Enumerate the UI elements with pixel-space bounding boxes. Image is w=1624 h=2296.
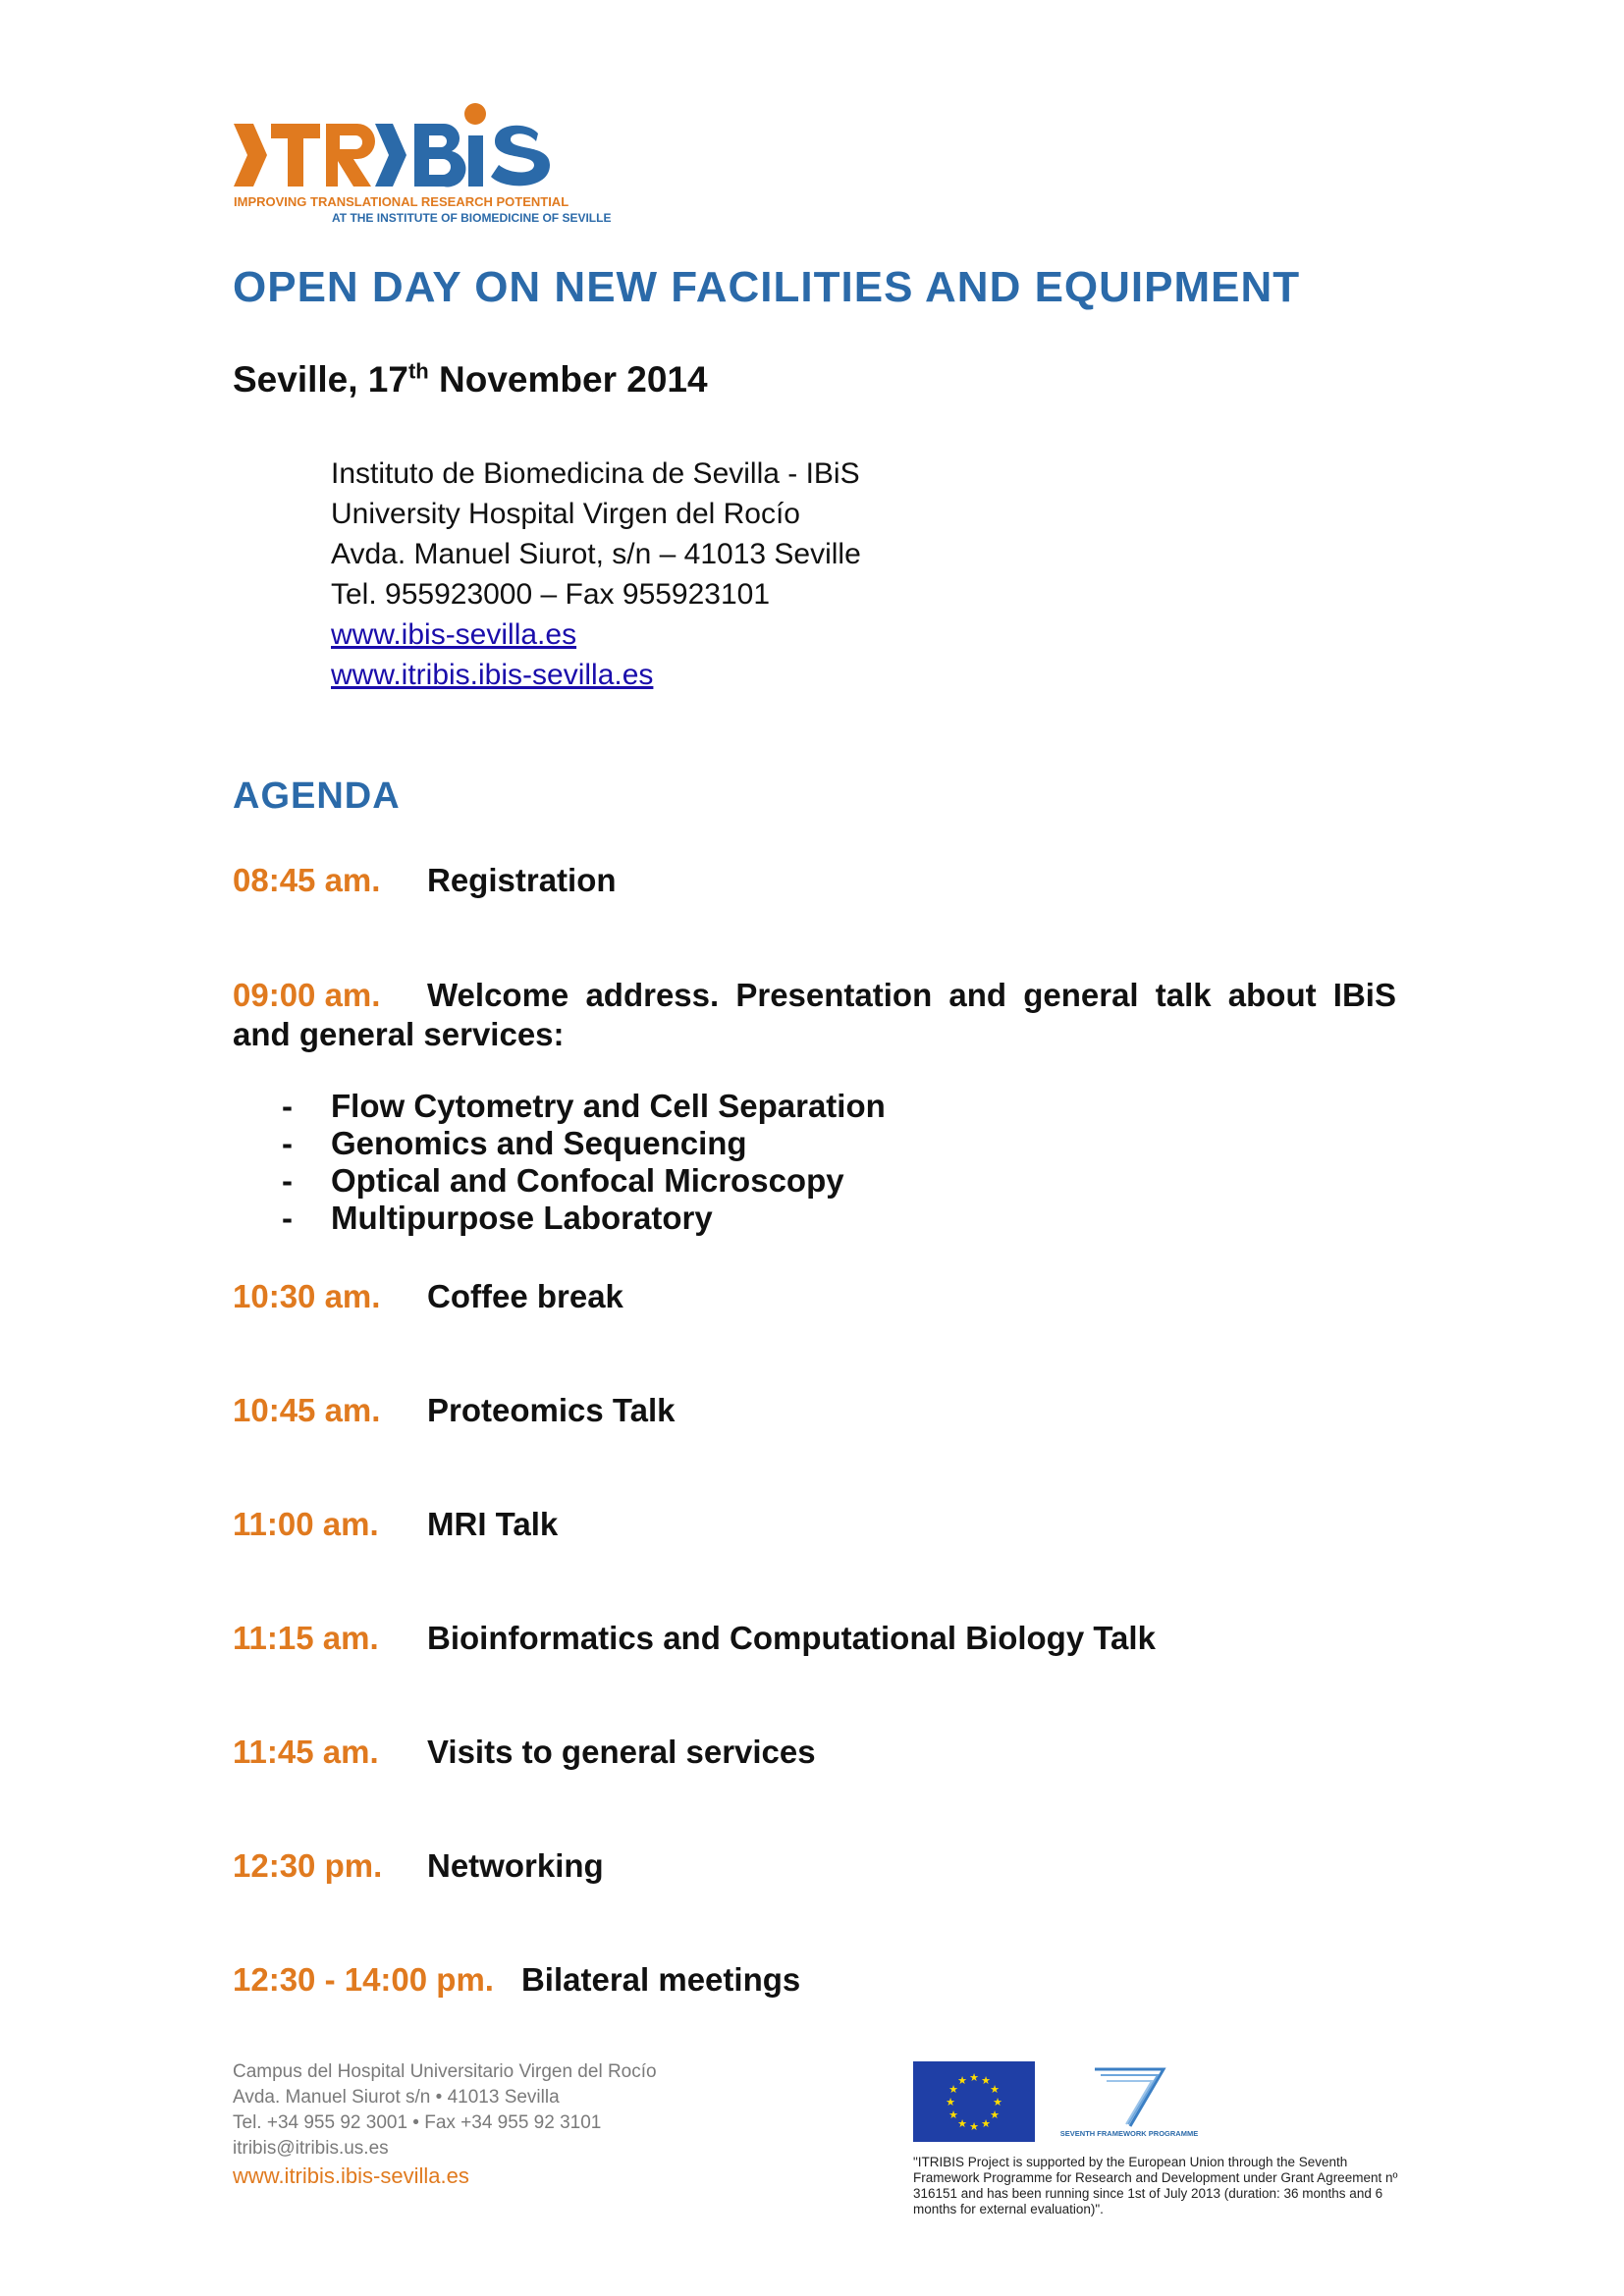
agenda-label: Visits to general services xyxy=(427,1734,816,1770)
fp7-logo xyxy=(1059,2061,1199,2145)
welcome-line-2: and general services: xyxy=(233,1016,565,1052)
address-line: Avda. Manuel Siurot, s/n – 41013 Seville xyxy=(331,538,861,570)
footer-line: Tel. +34 955 92 3001 • Fax +34 955 92 3101 xyxy=(233,2112,602,2133)
agenda-time: 11:15 am. xyxy=(233,1620,379,1656)
welcome-word: address. xyxy=(585,977,720,1013)
agenda-label: Proteomics Talk xyxy=(427,1392,676,1428)
ibis-website-link[interactable]: www.ibis-sevilla.es xyxy=(331,618,577,651)
agenda-label: Registration xyxy=(427,862,617,898)
footer-email: itribis@itribis.us.es xyxy=(233,2138,389,2159)
agenda-item-proteomics xyxy=(233,1392,675,1429)
venue-address xyxy=(331,454,861,695)
funding-disclaimer: "ITRIBIS Project is supported by the European Union through the Seventh Framework Programme for Research and Development under Grant Agreement nº 316151 and has been running since 1st of July 2013 (duration: 36 months and 6 months for external evaluation)". xyxy=(913,2155,1398,2216)
eu-flag-icon xyxy=(913,2061,1035,2142)
list-item: - Optical and Confocal Microscopy xyxy=(282,1162,844,1199)
service-label: Optical and Confocal Microscopy xyxy=(331,1162,844,1199)
agenda-time: 12:30 - 14:00 pm. xyxy=(233,1961,494,1998)
welcome-word: IBiS xyxy=(1332,977,1396,1013)
agenda-item-networking xyxy=(233,1847,604,1885)
agenda-item-visits xyxy=(233,1734,816,1771)
service-label: Multipurpose Laboratory xyxy=(331,1200,713,1236)
agenda-label: Networking xyxy=(427,1847,604,1884)
footer-line: Avda. Manuel Siurot s/n • 41013 Sevilla xyxy=(233,2087,560,2108)
svg-text:★: ★ xyxy=(948,2083,958,2096)
svg-text:★: ★ xyxy=(969,2071,979,2084)
date-rest: November 2014 xyxy=(428,359,708,400)
date-ordinal: th xyxy=(407,358,429,384)
address-line: Tel. 955923000 – Fax 955923101 xyxy=(331,578,771,611)
agenda-label: MRI Talk xyxy=(427,1506,559,1542)
logo-tagline-1: IMPROVING TRANSLATIONAL RESEARCH POTENTIAL xyxy=(234,194,569,209)
address-line: University Hospital Virgen del Rocío xyxy=(331,498,800,530)
footer-contact xyxy=(233,2059,657,2189)
svg-text:★: ★ xyxy=(990,2109,1000,2121)
svg-text:★: ★ xyxy=(957,2074,967,2087)
agenda-label: Bilateral meetings xyxy=(520,1961,801,1998)
address-line: Instituto de Biomedicina de Sevilla - IBiS xyxy=(331,457,860,490)
services-list xyxy=(282,1088,886,1237)
svg-text:★: ★ xyxy=(990,2083,1000,2096)
welcome-word: and xyxy=(948,977,1007,1013)
svg-text:★: ★ xyxy=(946,2096,955,2109)
agenda-time: 12:30 pm. xyxy=(233,1847,383,1884)
agenda-time: 08:45 am. xyxy=(233,862,381,898)
agenda-item-bilateral xyxy=(233,1961,800,1999)
itribis-logo xyxy=(232,98,644,226)
service-label: Flow Cytometry and Cell Separation xyxy=(331,1088,886,1124)
agenda-time: 10:30 am. xyxy=(233,1278,381,1314)
agenda-item-mri xyxy=(233,1506,558,1543)
agenda-item-bioinformatics xyxy=(233,1620,1156,1657)
list-item: - Multipurpose Laboratory xyxy=(282,1200,713,1236)
svg-text:★: ★ xyxy=(981,2117,991,2130)
svg-text:★: ★ xyxy=(981,2074,991,2087)
list-item: - Genomics and Sequencing xyxy=(282,1125,747,1161)
logo-tagline-2: AT THE INSTITUTE OF BIOMEDICINE OF SEVILLE xyxy=(332,211,612,225)
list-item: - Flow Cytometry and Cell Separation xyxy=(282,1088,886,1124)
agenda-time: 10:45 am. xyxy=(233,1392,381,1428)
footer-website-link[interactable]: www.itribis.ibis-sevilla.es xyxy=(233,2163,469,2188)
welcome-word: Welcome xyxy=(427,977,569,1013)
welcome-word: talk xyxy=(1155,977,1212,1013)
welcome-word: Presentation xyxy=(735,977,933,1013)
agenda-label: Bioinformatics and Computational Biology Talk xyxy=(427,1620,1156,1656)
agenda-time: 09:00 am. xyxy=(233,977,381,1013)
welcome-word: general xyxy=(1023,977,1139,1013)
service-label: Genomics and Sequencing xyxy=(331,1125,747,1161)
date-prefix: Seville, 17 xyxy=(233,359,408,400)
footer-line: Campus del Hospital Universitario Virgen del Rocío xyxy=(233,2061,657,2082)
welcome-word: about xyxy=(1227,977,1317,1013)
svg-text:★: ★ xyxy=(969,2120,979,2133)
agenda-time: 11:00 am. xyxy=(233,1506,379,1542)
agenda-time: 11:45 am. xyxy=(233,1734,379,1770)
page-title: OPEN DAY ON NEW FACILITIES AND EQUIPMENT xyxy=(233,263,1301,311)
itribis-website-link[interactable]: www.itribis.ibis-sevilla.es xyxy=(331,659,654,691)
svg-text:★: ★ xyxy=(957,2117,967,2130)
svg-text:★: ★ xyxy=(993,2096,1002,2109)
agenda-item-welcome xyxy=(233,976,1396,1054)
agenda-item-registration xyxy=(233,862,617,899)
svg-text:★: ★ xyxy=(948,2109,958,2121)
agenda-label: Coffee break xyxy=(427,1278,623,1314)
agenda-heading: AGENDA xyxy=(233,775,401,817)
fp7-label: SEVENTH FRAMEWORK PROGRAMME xyxy=(1059,2129,1199,2138)
agenda-item-coffee xyxy=(233,1278,623,1315)
event-date xyxy=(233,359,708,400)
